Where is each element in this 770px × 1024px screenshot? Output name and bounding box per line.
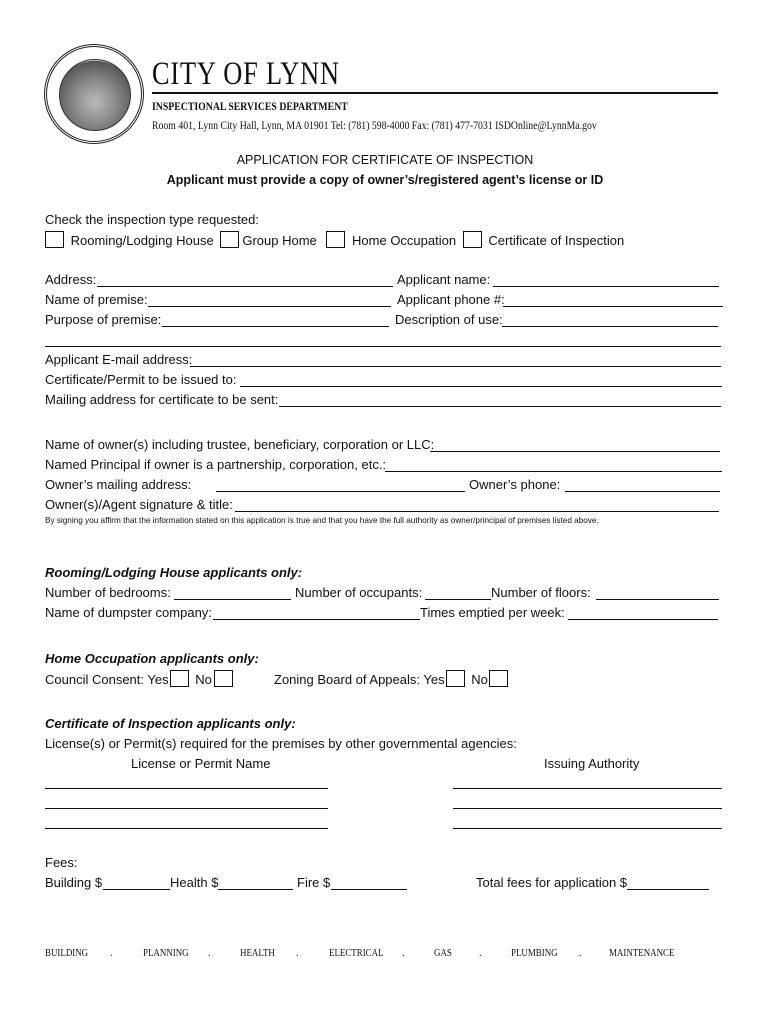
footer-sep-6: . xyxy=(579,948,582,959)
purpose-label: Purpose of premise: xyxy=(45,312,162,327)
owners-field[interactable] xyxy=(430,451,720,452)
premise-name-label: Name of premise: xyxy=(45,292,148,307)
purpose-field[interactable] xyxy=(162,326,389,327)
zoning-no-label: No xyxy=(471,672,488,687)
owner-mailing-label: Owner’s mailing address: xyxy=(45,477,192,492)
mailing-field[interactable] xyxy=(279,406,721,407)
total-fee-label: Total fees for application $ xyxy=(476,875,628,890)
coi-heading: Certificate of Inspection applicants only: xyxy=(45,716,296,731)
form-title: APPLICATION FOR CERTIFICATE OF INSPECTION xyxy=(236,153,534,167)
footer-electrical: ELECTRICAL xyxy=(329,948,384,959)
council-no-label: No xyxy=(195,672,212,687)
description-field[interactable] xyxy=(502,326,718,327)
option-group-home-label: Group Home xyxy=(242,233,317,248)
building-fee-label: Building $ xyxy=(45,875,103,890)
emptied-label: Times emptied per week: xyxy=(420,605,565,620)
dumpster-field[interactable] xyxy=(213,619,420,620)
checkbox-rooming[interactable] xyxy=(45,231,64,248)
inspection-prompt: Check the inspection type requested: xyxy=(45,212,259,227)
affirm-note: By signing you affirm that the information stated on this application is true and that you have the full authority as owner/principal of premises listed above. xyxy=(45,516,599,525)
footer-sep-3: . xyxy=(296,948,299,959)
checkbox-group-home[interactable] xyxy=(220,231,239,248)
applicant-phone-label: Applicant phone #: xyxy=(397,292,505,307)
zoning-label: Zoning Board of Appeals: Yes xyxy=(274,672,445,687)
issued-to-field[interactable] xyxy=(240,386,722,387)
footer-plumbing: PLUMBING xyxy=(511,948,558,959)
email-label: Applicant E-mail address: xyxy=(45,352,193,367)
bedrooms-field[interactable] xyxy=(174,599,291,600)
city-name: CITY OF LYNN xyxy=(152,56,340,92)
address-label: Address: xyxy=(45,272,97,287)
fire-fee-label: Fire $ xyxy=(297,875,331,890)
description-label: Description of use: xyxy=(395,312,503,327)
floors-label: Number of floors: xyxy=(491,585,591,600)
option-rooming-label: Rooming/Lodging House xyxy=(70,233,214,248)
home-heading: Home Occupation applicants only: xyxy=(45,651,259,666)
building-fee-field[interactable] xyxy=(103,889,170,890)
license-name-field-3[interactable] xyxy=(45,828,328,829)
mailing-label: Mailing address for certificate to be sent: xyxy=(45,392,279,407)
footer-sep-4: . xyxy=(402,948,405,959)
footer-building: BUILDING xyxy=(45,948,89,959)
signature-field[interactable] xyxy=(235,511,719,512)
council-yes-checkbox[interactable] xyxy=(170,670,189,687)
description-continuation-field[interactable] xyxy=(45,346,721,347)
occupants-label: Number of occupants: xyxy=(295,585,423,600)
fees-label: Fees: xyxy=(45,855,78,870)
owner-phone-field[interactable] xyxy=(565,491,720,492)
owners-label: Name of owner(s) including trustee, beneficiary, corporation or LLC: xyxy=(45,437,435,452)
council-no-checkbox[interactable] xyxy=(214,670,233,687)
issuing-authority-field-3[interactable] xyxy=(453,828,722,829)
bedrooms-label: Number of bedrooms: xyxy=(45,585,171,600)
total-fee-field[interactable] xyxy=(627,889,709,890)
dumpster-label: Name of dumpster company: xyxy=(45,605,212,620)
footer-gas: GAS xyxy=(434,948,452,959)
council-consent xyxy=(45,670,236,687)
premise-name-field[interactable] xyxy=(148,306,391,307)
zoning-board xyxy=(274,670,511,687)
issued-to-label: Certificate/Permit to be issued to: xyxy=(45,372,237,387)
health-fee-field[interactable] xyxy=(218,889,293,890)
footer-maintenance: MAINTENANCE xyxy=(609,948,675,959)
contact-info: Room 401, Lynn City Hall, Lynn, MA 01901 Tel: (781) 598-4000 Fax: (781) 477-7031 ISDOnline@LynnMa.gov xyxy=(152,120,597,132)
inspection-options xyxy=(45,231,624,248)
footer-sep-2: . xyxy=(208,948,211,959)
form-subtitle: Applicant must provide a copy of owner’s/registered agent’s license or ID xyxy=(166,173,604,187)
fire-fee-field[interactable] xyxy=(331,889,407,890)
applicant-phone-field[interactable] xyxy=(503,306,723,307)
applicant-name-field[interactable] xyxy=(493,286,719,287)
footer-sep-5: . xyxy=(479,948,482,959)
principal-field[interactable] xyxy=(385,471,722,472)
floors-field[interactable] xyxy=(596,599,719,600)
principal-label: Named Principal if owner is a partnership, corporation, etc.: xyxy=(45,457,387,472)
applicant-name-label: Applicant name: xyxy=(397,272,491,287)
council-consent-label: Council Consent: Yes xyxy=(45,672,169,687)
header-rule xyxy=(152,92,718,94)
footer-sep-1: . xyxy=(110,948,113,959)
issuing-authority-header: Issuing Authority xyxy=(544,756,640,771)
issuing-authority-field-2[interactable] xyxy=(453,808,722,809)
rooming-heading: Rooming/Lodging House applicants only: xyxy=(45,565,303,580)
footer-health: HEALTH xyxy=(240,948,275,959)
license-name-header: License or Permit Name xyxy=(131,756,271,771)
seal-emblem xyxy=(59,59,131,131)
owner-mailing-field[interactable] xyxy=(216,491,465,492)
footer-planning: PLANNING xyxy=(143,948,189,959)
issuing-authority-field-1[interactable] xyxy=(453,788,722,789)
coi-required-label: License(s) or Permit(s) required for the premises by other governmental agencies: xyxy=(45,736,517,751)
city-seal-logo xyxy=(44,44,144,144)
owner-phone-label: Owner’s phone: xyxy=(469,477,561,492)
occupants-field[interactable] xyxy=(425,599,491,600)
license-name-field-2[interactable] xyxy=(45,808,328,809)
checkbox-certificate[interactable] xyxy=(463,231,482,248)
health-fee-label: Health $ xyxy=(170,875,219,890)
option-home-occupation-label: Home Occupation xyxy=(352,233,457,248)
option-certificate-label: Certificate of Inspection xyxy=(488,233,625,248)
zoning-no-checkbox[interactable] xyxy=(489,670,508,687)
zoning-yes-checkbox[interactable] xyxy=(446,670,465,687)
department-name: INSPECTIONAL SERVICES DEPARTMENT xyxy=(152,101,348,113)
address-field[interactable] xyxy=(97,286,393,287)
signature-label: Owner(s)/Agent signature & title: xyxy=(45,497,233,512)
email-field[interactable] xyxy=(190,366,721,367)
checkbox-home-occupation[interactable] xyxy=(326,231,345,248)
license-name-field-1[interactable] xyxy=(45,788,328,789)
emptied-field[interactable] xyxy=(568,619,718,620)
